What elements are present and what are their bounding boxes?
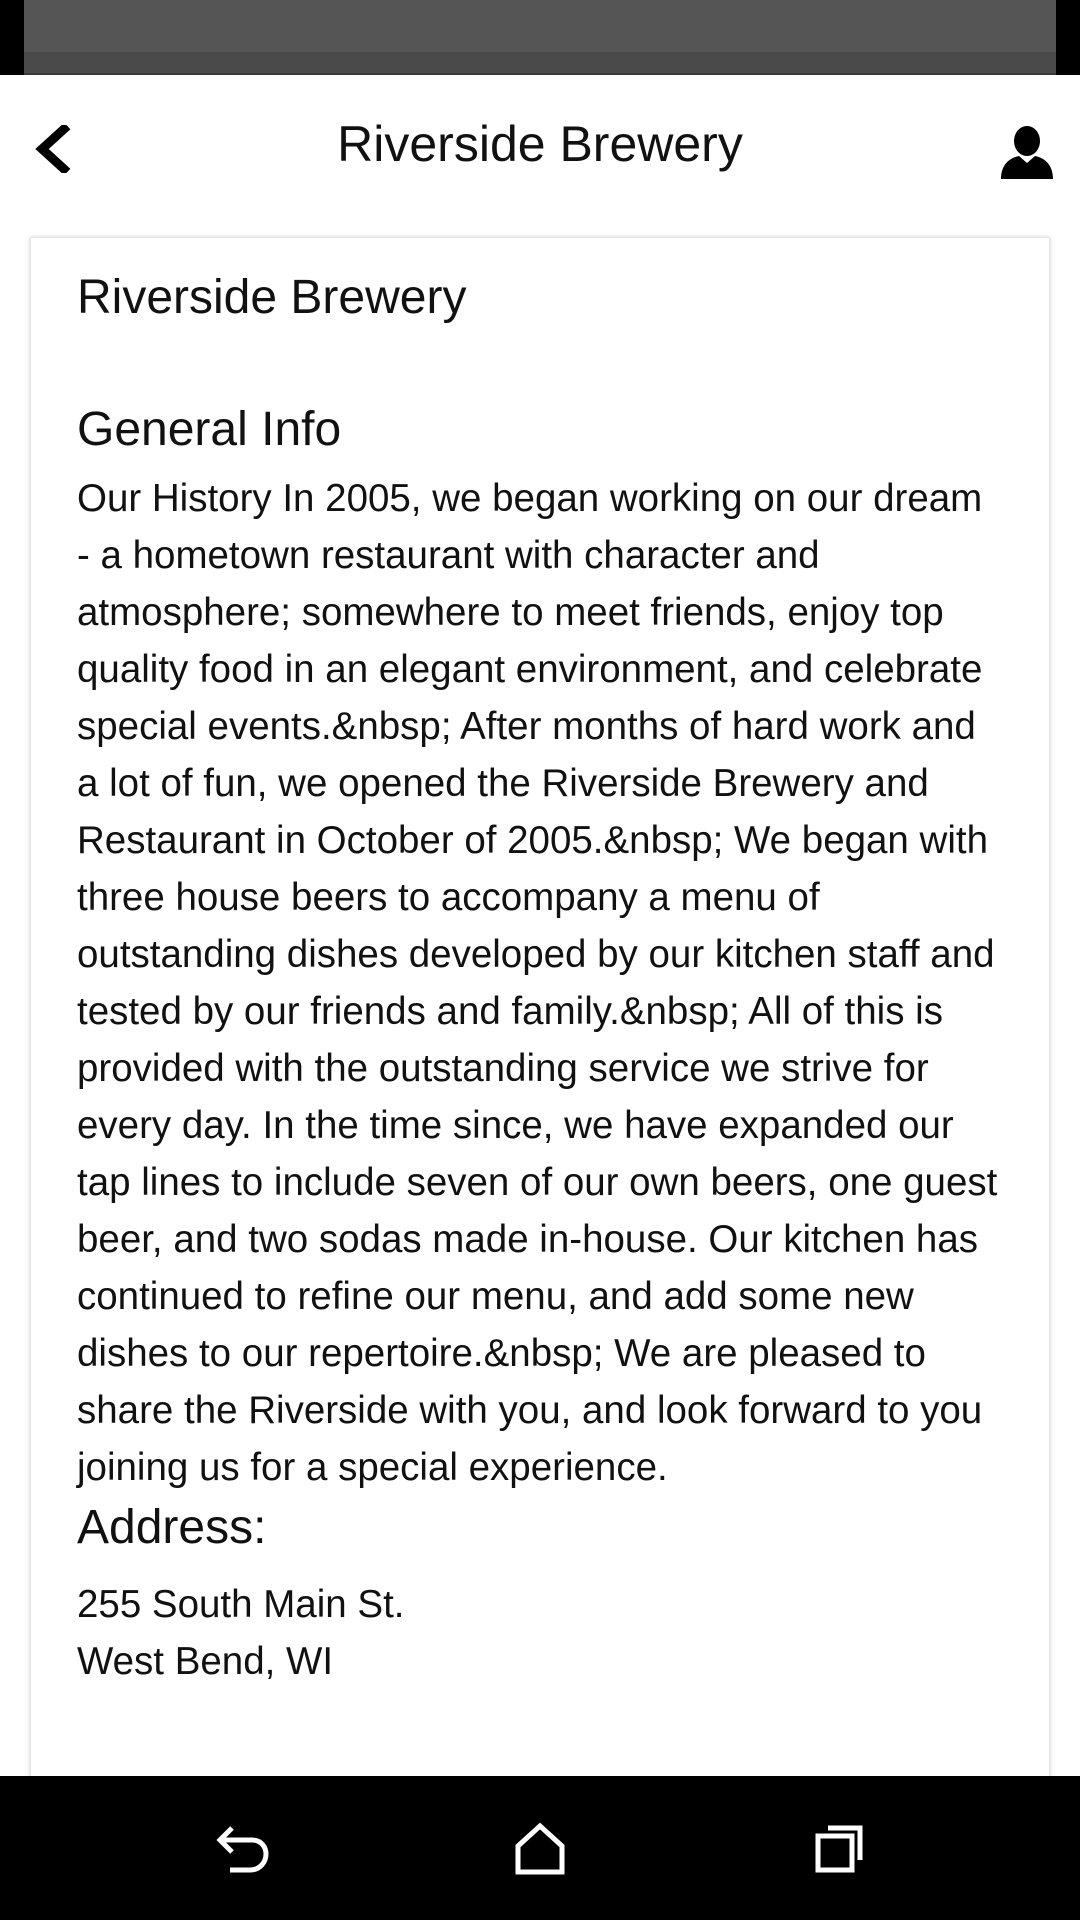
address-heading: Address: [77, 1501, 267, 1554]
nav-recent-apps-button[interactable] [798, 1806, 882, 1890]
navigation-bar [0, 1776, 1080, 1920]
card-title: Riverside Brewery [77, 271, 467, 324]
header-title: Riverside Brewery [337, 116, 743, 172]
address-line-2: West Bend, WI [77, 1640, 334, 1683]
home-icon [512, 1820, 568, 1876]
recent-apps-icon [812, 1820, 868, 1876]
nav-home-button[interactable] [498, 1806, 582, 1890]
profile-button[interactable] [994, 119, 1060, 185]
address-line-1: 255 South Main St. [77, 1583, 405, 1626]
user-icon [999, 125, 1055, 179]
notification-panel-inner [24, 0, 1056, 52]
status-bar [0, 0, 1080, 75]
notification-panel [24, 0, 1056, 75]
app-header [0, 75, 1080, 220]
general-info-heading: General Info [77, 403, 342, 456]
general-info-text: Our History In 2005, we began working on our dream - a hometown restaurant with character and atmosphere; somewhere to meet friends, enjoy top quality food in an elegant environment, and celebrate special events.&nbsp; After months of hard work and a lot of fun, we opened the Riverside Brewery and Restaurant in October of 2005.&nbsp; We began with three house beers to accompany a menu of outstanding dishes developed by our kitchen staff and tested by our friends and family.&nbsp; All of this is provided with the outstanding service we strive for every day. In the time since, we have expanded our tap lines to include seven of our own beers, one guest beer, and two sodas made in-house. Our kitchen has continued to refine our menu, and add some new dishes to our repertoire.&nbsp; We are pleased to share the Riverside with you, and look forward to you joining us for a special experience. [77, 477, 998, 1489]
back-arrow-icon [208, 1820, 272, 1876]
nav-back-button[interactable] [198, 1806, 282, 1890]
info-card [30, 237, 1050, 1797]
